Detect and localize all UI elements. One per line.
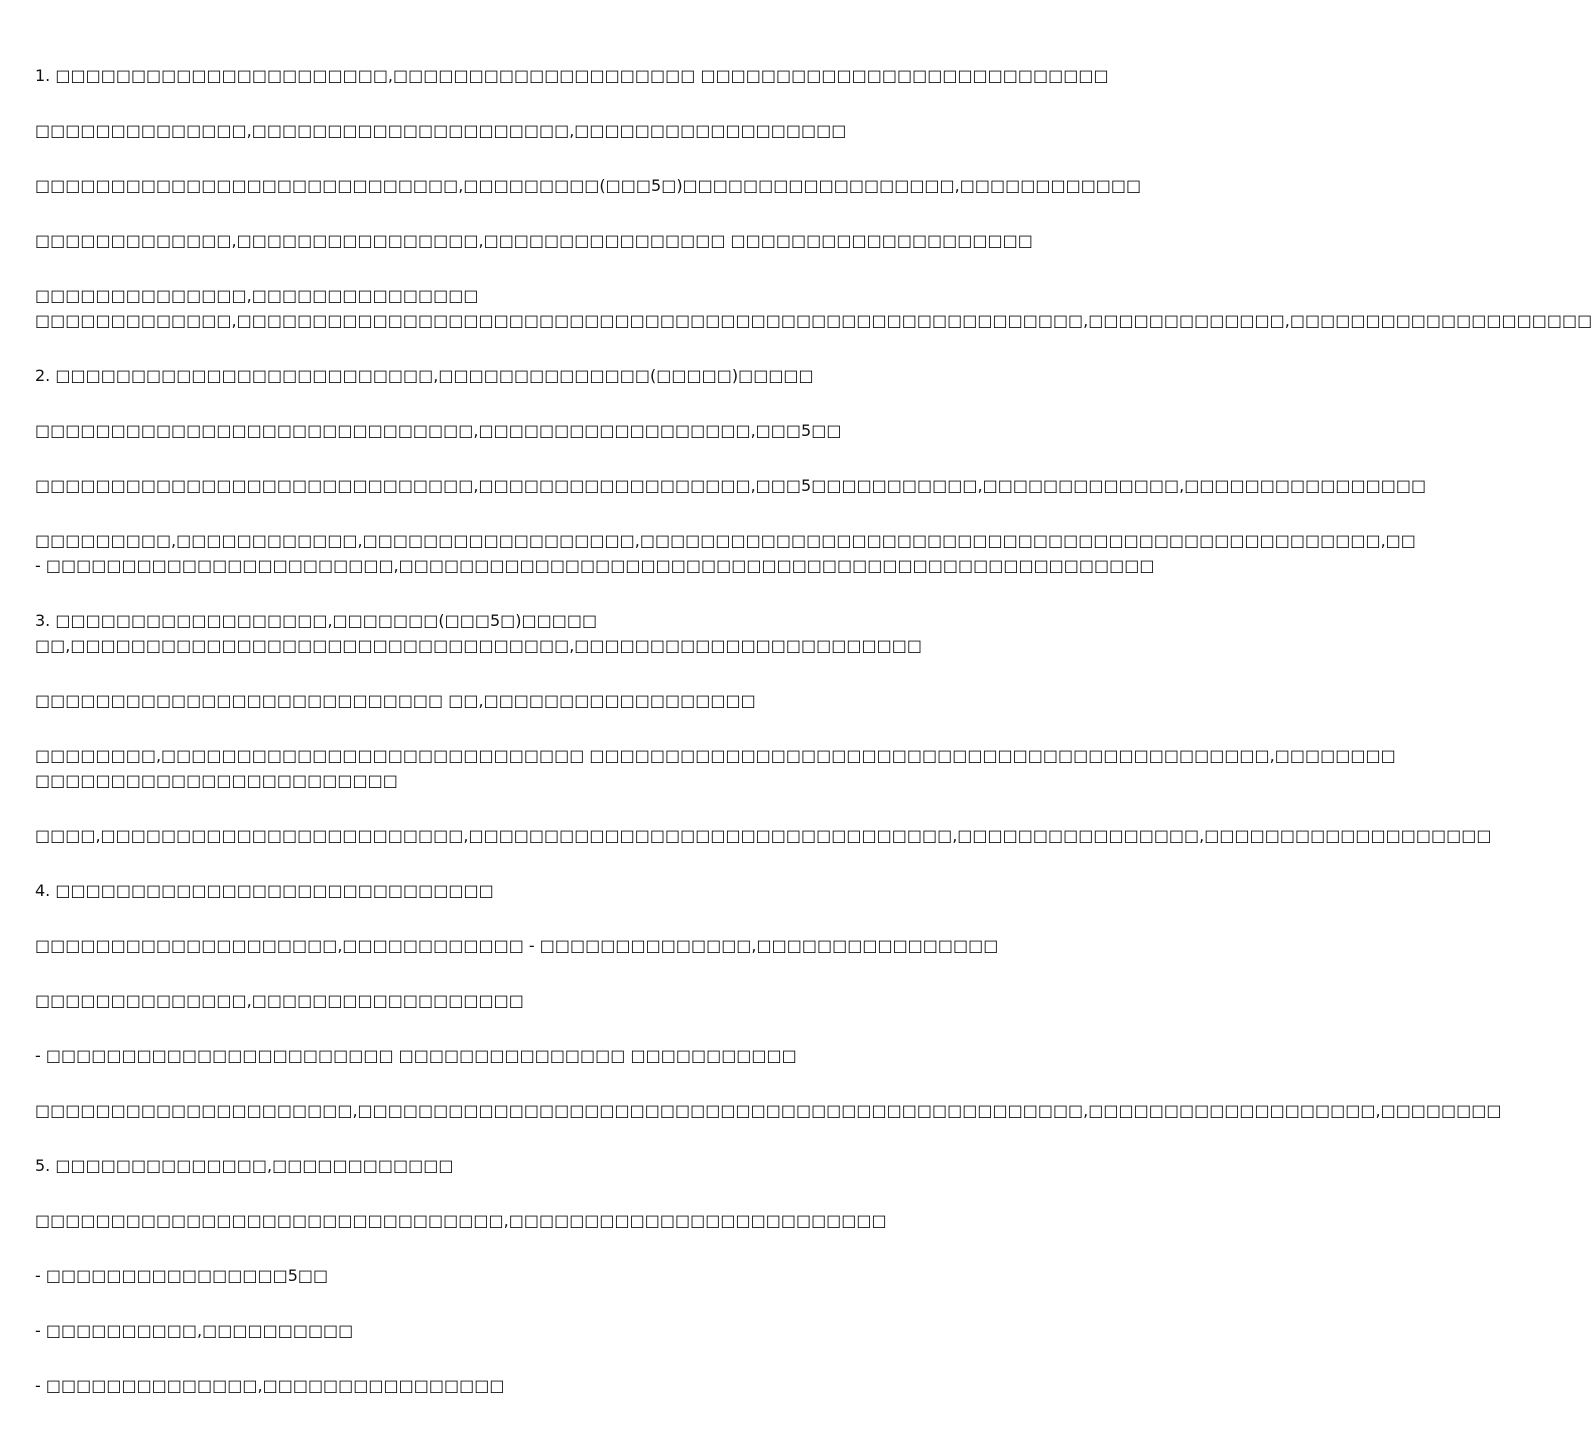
text-line: □□□□□□□□□□□□□□,□□□□□□□□□□□□□□□□□□□□□,□□□□□□□□□□□□□□□□□□: [35, 121, 847, 140]
text-line: □□□□□□□□□□□□□□□□□□□□□□□□□□□□,□□□□□□□□□(□□□5□)□□□□□□□□□□□□□□□□□□,□□□□□□□□□□□□: [35, 176, 1142, 195]
text-line: □□□□□□□□□□□□□□□□□□□□□□□□□□□□□,□□□□□□□□□□□□□□□□□□,□□□5□□: [35, 421, 842, 440]
text-line: 3. □□□□□□□□□□□□□□□□□□,□□□□□□□(□□□5□)□□□□□: [35, 611, 598, 630]
text-line: 4. □□□□□□□□□□□□□□□□□□□□□□□□□□□□□: [35, 881, 494, 900]
text-line: □□□□□□□□□□□□□,□□□□□□□□□□□□□□□□□□□□□□□□□□□□□□□□□□□□□□□□□□□□□□□□□□□□□□□□,□□□□□□□□□□□□□,□□□□□□□□□□□□□□□□□□□□: [35, 311, 1592, 330]
text-line: - □□□□□□□□□□□□□□,□□□□□□□□□□□□□□□□: [35, 1376, 505, 1395]
text-line: □□□□□□□□□□□□□□□□□□□□,□□□□□□□□□□□□ - □□□□□□□□□□□□□□,□□□□□□□□□□□□□□□□: [35, 936, 999, 955]
text-line: 1. □□□□□□□□□□□□□□□□□□□□□□,□□□□□□□□□□□□□□□□□□□□ □□□□□□□□□□□□□□□□□□□□□□□□□□□: [35, 66, 1109, 85]
text-line: - □□□□□□□□□□□□□□□□□□□□□□□ □□□□□□□□□□□□□□□ □□□□□□□□□□□: [35, 1046, 797, 1065]
text-line: □□,□□□□□□□□□□□□□□□□□□□□□□□□□□□□□□□□□,□□□□□□□□□□□□□□□□□□□□□□□: [35, 636, 922, 655]
text-line: □□□□□□□□□□□□□□□□□□□□□□□□□□□□□,□□□□□□□□□□□□□□□□□□,□□□5□□□□□□□□□□□,□□□□□□□□□□□□□,□□□□□□□□□□□□□□□□: [35, 476, 1427, 495]
text-line: □□□□□□□□,□□□□□□□□□□□□□□□□□□□□□□□□□□□□ □□□□□□□□□□□□□□□□□□□□□□□□□□□□□□□□□□□□□□□□□□□□□,□□□□□□□□: [35, 746, 1396, 765]
text-line: □□□□□□□□□□□□□□□□□□□□□□□□□□□□□□□,□□□□□□□□□□□□□□□□□□□□□□□□□: [35, 1211, 887, 1230]
text-line: □□□□□□□□□□□□□□,□□□□□□□□□□□□□□□: [35, 286, 479, 305]
text-line: □□□□□□□□□□□□□,□□□□□□□□□□□□□□□□,□□□□□□□□□□□□□□□□ □□□□□□□□□□□□□□□□□□□□: [35, 231, 1033, 250]
text-line: □□□□□□□□□□□□□□□□□□□□□□□□□□□ □□,□□□□□□□□□□□□□□□□□□: [35, 691, 756, 710]
text-line: - □□□□□□□□□□,□□□□□□□□□□: [35, 1321, 354, 1340]
text-line: 2. □□□□□□□□□□□□□□□□□□□□□□□□□,□□□□□□□□□□□□□□(□□□□□)□□□□□: [35, 366, 814, 385]
text-line: □□□□□□□□□,□□□□□□□□□□□□,□□□□□□□□□□□□□□□□□□,□□□□□□□□□□□□□□□□□□□□□□□□□□□□□□□□□□□□□□□□□□□□□□□□□,□□: [35, 531, 1416, 550]
text-line: 5. □□□□□□□□□□□□□□,□□□□□□□□□□□□: [35, 1156, 454, 1175]
text-line: □□□□,□□□□□□□□□□□□□□□□□□□□□□□□,□□□□□□□□□□□□□□□□□□□□□□□□□□□□□□□□,□□□□□□□□□□□□□□□□,□□□□□□□□□□□□□□□□□□□: [35, 826, 1492, 845]
text-line: - □□□□□□□□□□□□□□□□□□□□□□□,□□□□□□□□□□□□□□□□□□□□□□□□□□□□□□□□□□□□□□□□□□□□□□□□□□: [35, 556, 1155, 575]
text-line: □□□□□□□□□□□□□□,□□□□□□□□□□□□□□□□□□: [35, 991, 524, 1010]
text-line: □□□□□□□□□□□□□□□□□□□□□□□□: [35, 771, 398, 790]
text-line: - □□□□□□□□□□□□□□□□5□□: [35, 1266, 329, 1285]
text-line: □□□□□□□□□□□□□□□□□□□□□,□□□□□□□□□□□□□□□□□□□□□□□□□□□□□□□□□□□□□□□□□□□□□□□□,□□□□□□□□□□□□□□□□□□□,□□□□□□□□: [35, 1101, 1502, 1120]
